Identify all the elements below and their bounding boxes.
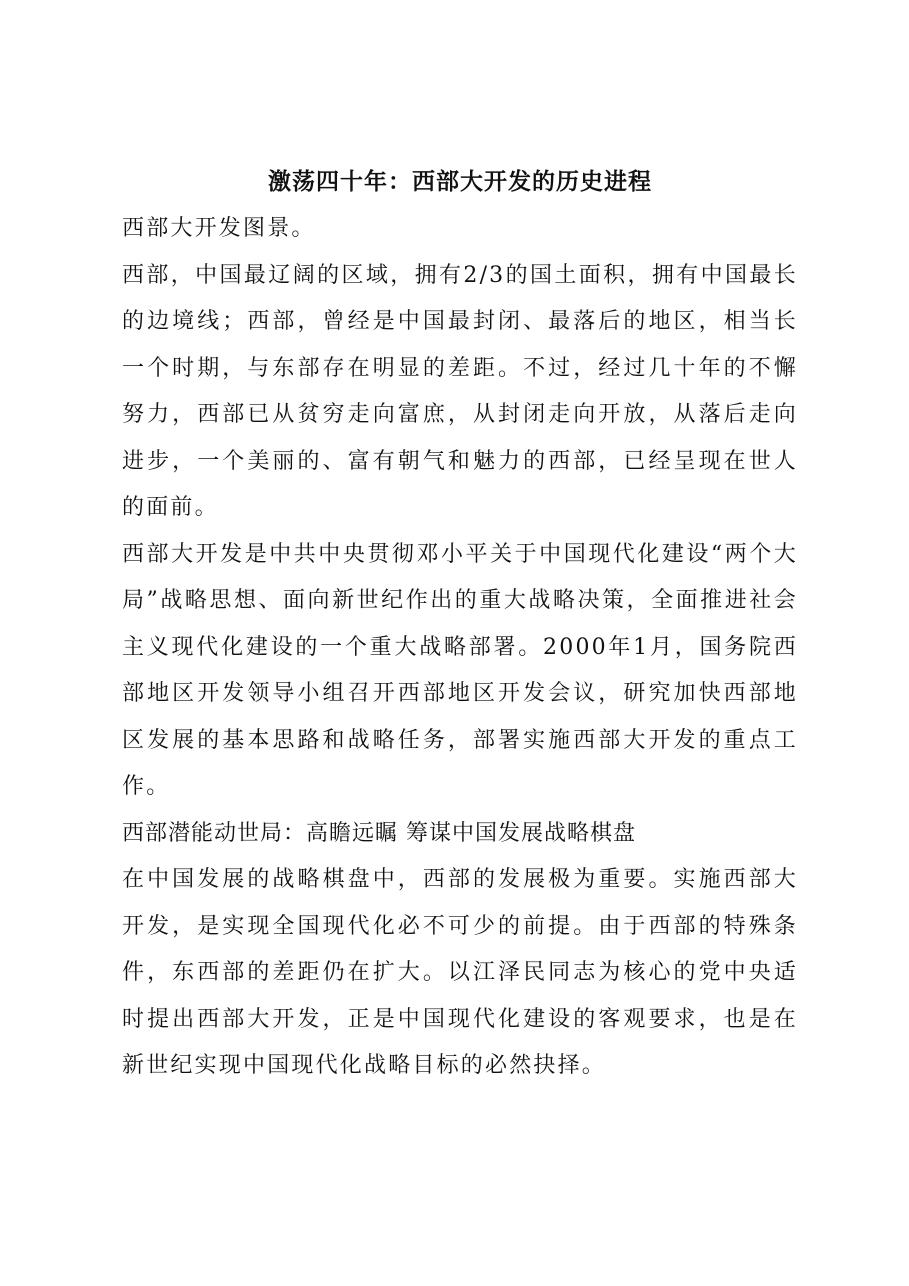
document-page xyxy=(122,162,798,1090)
section-heading: 西部潜能动世局：高瞻远瞩 筹谋中国发展战略棋盘 xyxy=(122,820,636,846)
intro-paragraph: 西部大开发图景。 xyxy=(122,216,316,241)
body-paragraph: 西部，中国最辽阔的区域，拥有2/3的国土面积，拥有中国最长的边境线；西部，曾经是中国最封闭、最落后的地区，相当长一个时期，与东部存在明显的差距。不过，经过几十年的不懈努力，西部已从贫穷走向富庶，从封闭走向开放，从落后走向进步，一个美丽的、富有朝气和魅力的西部，已经呈现在世人的面前。 xyxy=(122,262,798,520)
body-paragraph: 西部大开发是中共中央贯彻邓小平关于中国现代化建设“两个大局”战略思想、面向新世纪作出的重大战略决策，全面推进社会主义现代化建设的一个重大战略部署。2000年1月，国务院西部地区开发领导小组召开西部地区开发会议，研究加快西部地区发展的基本思路和战略任务，部署实施西部大开发的重点工作。 xyxy=(122,541,798,799)
body-paragraph: 在中国发展的战略棋盘中，西部的发展极为重要。实施西部大开发，是实现全国现代化必不可少的前提。由于西部的特殊条件，东西部的差距仍在扩大。以江泽民同志为核心的党中央适时提出西部大开发，正是中国现代化建设的客观要求，也是在新世纪实现中国现代化战略目标的必然抉择。 xyxy=(122,867,798,1078)
document-title: 激荡四十年：西部大开发的历史进程 xyxy=(268,168,652,195)
